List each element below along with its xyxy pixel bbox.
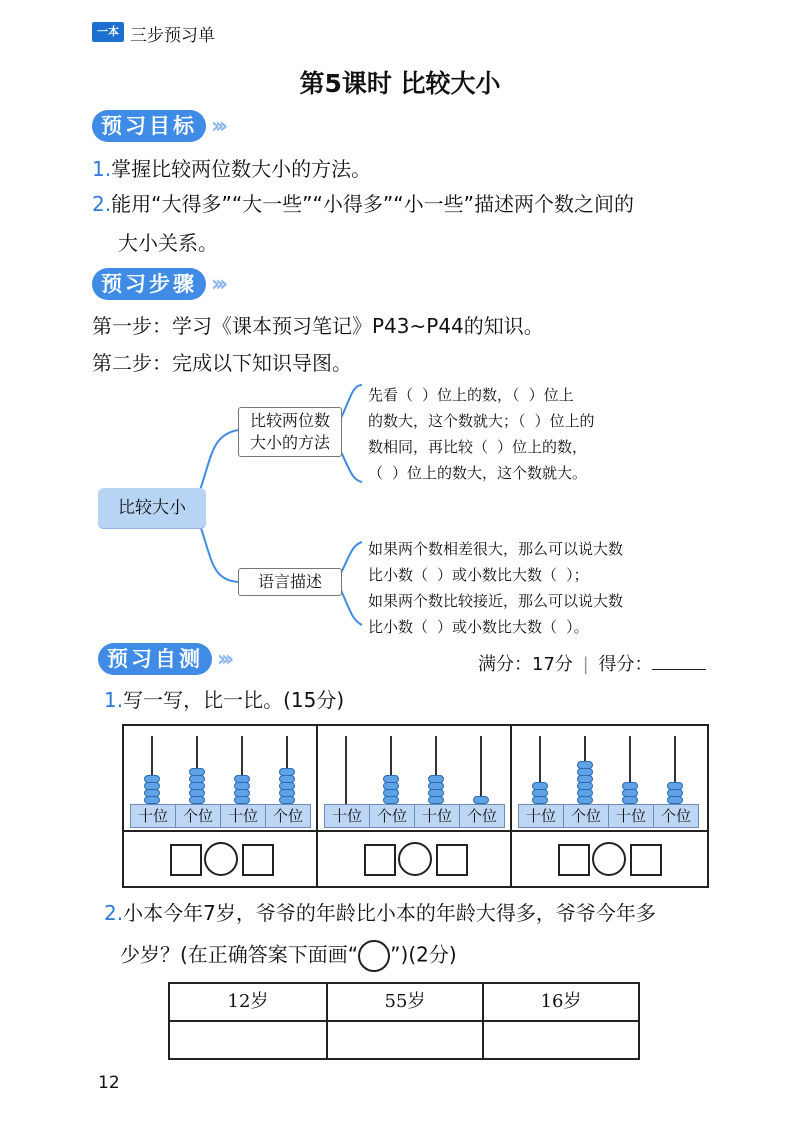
- answer-box[interactable]: [364, 844, 396, 876]
- abacus-bead: [577, 789, 593, 797]
- abacus-bead: [144, 789, 160, 797]
- abacus-bead: [577, 782, 593, 790]
- abacus-bead: [667, 789, 683, 797]
- answer-cell[interactable]: [484, 1022, 638, 1056]
- abacus-bead: [144, 796, 160, 804]
- answer-cell[interactable]: [170, 1022, 326, 1056]
- goal-item-2: 2.能用“大得多”“大一些”“小得多”“小一些”描述两个数之间的: [92, 192, 634, 216]
- page-title: 第5课时 比较大小: [299, 69, 501, 98]
- goal-item-2-cont: 大小关系。: [118, 231, 218, 255]
- abacus-column-label: 个位: [175, 804, 221, 828]
- answer-cell[interactable]: [328, 1022, 482, 1056]
- mindmap-branch-description: 语言描述: [238, 568, 342, 596]
- abacus-column-label: 个位: [653, 804, 699, 828]
- abacus-bead: [622, 782, 638, 790]
- question-2-cont: 少岁？(在正确答案下面画“ ”)(2分): [120, 940, 457, 972]
- chevrons-icon: ›››: [211, 113, 224, 139]
- age-option: 12岁: [227, 991, 269, 1012]
- compare-circle[interactable]: [398, 842, 432, 876]
- abacus-bead: [189, 796, 205, 804]
- abacus-bead: [144, 775, 160, 783]
- abacus-bead: [428, 782, 444, 790]
- abacus-rod: [345, 736, 347, 804]
- abacus-column-label: 十位: [324, 804, 370, 828]
- abacus-bead: [189, 782, 205, 790]
- abacus-column-label: 十位: [414, 804, 460, 828]
- abacus-bead: [144, 782, 160, 790]
- abacus-bead: [189, 789, 205, 797]
- abacus-column-label: 十位: [518, 804, 564, 828]
- age-option: 55岁: [384, 991, 426, 1012]
- brand-name: 三步预习单: [130, 26, 215, 46]
- abacus-bead: [279, 782, 295, 790]
- abacus-bead: [428, 789, 444, 797]
- abacus-bead: [234, 789, 250, 797]
- abacus-bead: [383, 782, 399, 790]
- answer-circle-icon: [358, 940, 390, 972]
- abacus-bead: [577, 761, 593, 769]
- chevrons-icon: ›››: [211, 271, 224, 297]
- description-paragraph: 如果两个数相差很大，那么可以说大数 比小数（ ）或小数比大数（ ）； 如果两个数比较接近，那么可以说大数 比小数（ ）或小数比大数（ ）。: [368, 540, 624, 636]
- abacus-bead: [234, 796, 250, 804]
- abacus-column-label: 个位: [459, 804, 505, 828]
- abacus-bead: [577, 796, 593, 804]
- abacus-bead: [473, 796, 489, 804]
- step-2: 第二步：完成以下知识导图。: [92, 351, 352, 375]
- abacus-column-label: 十位: [220, 804, 266, 828]
- answer-box[interactable]: [242, 844, 274, 876]
- age-option: 16岁: [540, 991, 582, 1012]
- compare-circle[interactable]: [204, 842, 238, 876]
- goals-heading-label: 预习目标: [92, 110, 206, 142]
- question-1: 1.写一写，比一比。(15分): [104, 688, 345, 712]
- abacus-bead: [428, 775, 444, 783]
- abacus-table: [122, 724, 709, 888]
- abacus-bead: [279, 789, 295, 797]
- abacus-bead: [622, 789, 638, 797]
- goal-item-1: 1.掌握比较两位数大小的方法。: [92, 157, 372, 181]
- abacus-bead: [577, 775, 593, 783]
- abacus-bead: [383, 796, 399, 804]
- mindmap-center: 比较大小: [98, 488, 206, 528]
- test-heading-label: 预习自测: [98, 643, 212, 675]
- answer-box[interactable]: [436, 844, 468, 876]
- steps-heading-label: 预习步骤: [92, 268, 206, 300]
- abacus-bead: [234, 775, 250, 783]
- test-heading: [98, 643, 229, 675]
- page-number: 12: [98, 1073, 120, 1093]
- abacus-bead: [532, 782, 548, 790]
- chevrons-icon: ›››: [217, 646, 230, 672]
- abacus-column-label: 十位: [130, 804, 176, 828]
- brand-tag: 一本: [92, 22, 124, 42]
- answer-box[interactable]: [558, 844, 590, 876]
- answer-box[interactable]: [630, 844, 662, 876]
- method-paragraph: 先看（ ）位上的数，（ ）位上 的数大，这个数就大；（ ）位上的 数相同，再比较（ ）位上的数， （ ）位上的数大，这个数就大。: [368, 386, 595, 482]
- abacus-bead: [667, 782, 683, 790]
- abacus-bead: [383, 789, 399, 797]
- abacus-bead: [279, 796, 295, 804]
- mindmap-branch-method: 比较两位数 大小的方法: [238, 407, 342, 457]
- compare-circle[interactable]: [592, 842, 626, 876]
- abacus-column-label: 个位: [369, 804, 415, 828]
- abacus-bead: [234, 782, 250, 790]
- step-1: 第一步：学习《课本预习笔记》P43~P44的知识。: [92, 314, 544, 338]
- abacus-column-label: 个位: [265, 804, 311, 828]
- abacus-column-label: 十位: [608, 804, 654, 828]
- abacus-bead: [622, 796, 638, 804]
- score-line: 满分：17分 | 得分：: [478, 650, 706, 676]
- abacus-bead: [383, 775, 399, 783]
- abacus-bead: [532, 789, 548, 797]
- abacus-bead: [532, 796, 548, 804]
- abacus-column-label: 个位: [563, 804, 609, 828]
- age-table: [168, 982, 640, 1060]
- abacus-bead: [667, 796, 683, 804]
- abacus-bead: [577, 768, 593, 776]
- answer-box[interactable]: [170, 844, 202, 876]
- abacus-bead: [428, 796, 444, 804]
- abacus-rod: [480, 736, 482, 804]
- abacus-bead: [189, 768, 205, 776]
- question-2: 2.小本今年7岁，爷爷的年龄比小本的年龄大得多，爷爷今年多: [104, 901, 656, 925]
- abacus-bead: [279, 768, 295, 776]
- abacus-bead: [279, 775, 295, 783]
- abacus-bead: [189, 775, 205, 783]
